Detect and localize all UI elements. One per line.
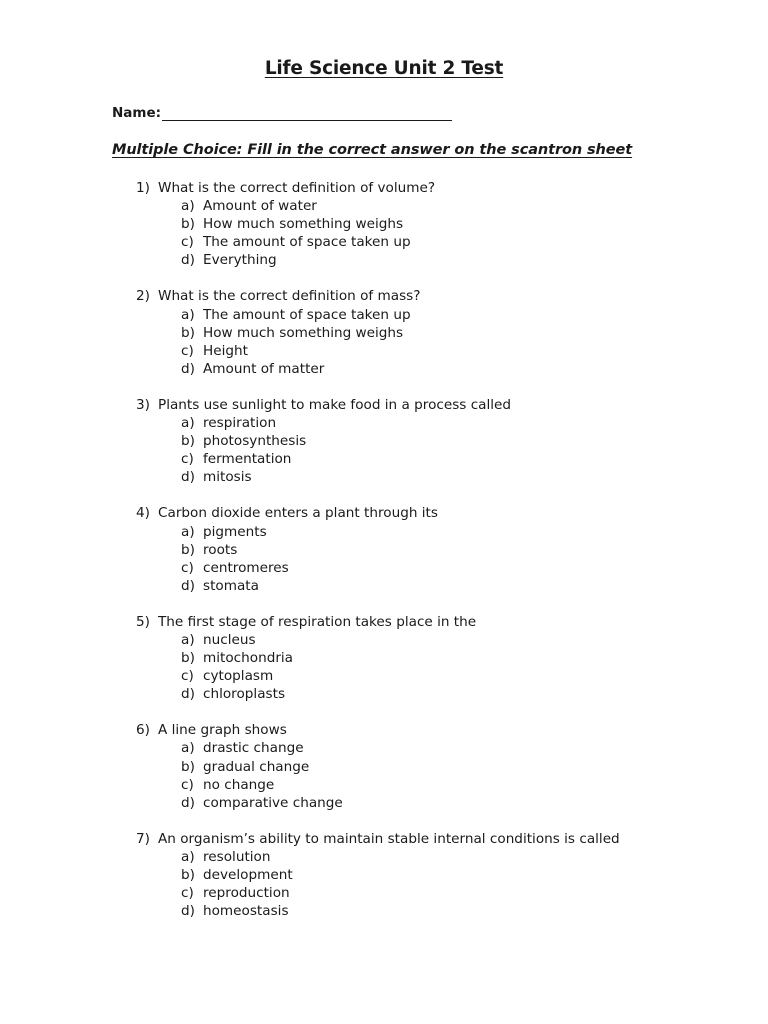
option-letter: c)	[181, 234, 194, 251]
option-text: no change	[203, 776, 275, 793]
question-item	[0, 396, 768, 486]
question-text: What is the correct definition of mass?	[158, 288, 421, 305]
question-line	[0, 287, 768, 305]
answer-option	[0, 559, 768, 577]
answer-option	[0, 577, 768, 595]
option-letter: a)	[181, 848, 195, 865]
option-text: Amount of matter	[203, 360, 325, 377]
option-letter: c)	[181, 885, 194, 902]
answer-option	[0, 866, 768, 884]
option-text: Everything	[203, 252, 277, 269]
option-text: nucleus	[203, 631, 256, 648]
answer-option	[0, 233, 768, 251]
option-letter: d)	[181, 903, 195, 920]
option-text: fermentation	[203, 451, 292, 468]
option-text: chloroplasts	[203, 686, 286, 703]
question-text: The first stage of respiration takes place in the	[158, 613, 477, 630]
option-text: resolution	[203, 848, 271, 865]
question-text: Plants use sunlight to make food in a process called	[158, 396, 512, 413]
option-text: mitochondria	[203, 650, 294, 667]
question-item	[0, 830, 768, 920]
answer-option	[0, 902, 768, 920]
option-text: gradual change	[203, 758, 310, 775]
question-item	[0, 504, 768, 594]
answer-option	[0, 739, 768, 757]
question-list	[0, 179, 768, 938]
question-number: 2)	[136, 288, 150, 305]
question-number: 7)	[136, 830, 150, 847]
option-letter: d)	[181, 794, 195, 811]
answer-option	[0, 306, 768, 324]
option-letter: b)	[181, 216, 195, 233]
page-title: Life Science Unit 2 Test	[264, 58, 504, 79]
option-text: cytoplasm	[203, 668, 274, 685]
option-letter: a)	[181, 523, 195, 540]
option-letter: a)	[181, 198, 195, 215]
question-number: 5)	[136, 613, 150, 630]
question-item	[0, 179, 768, 269]
option-letter: b)	[181, 758, 195, 775]
answer-option	[0, 468, 768, 486]
question-item	[0, 287, 768, 377]
option-text: homeostasis	[203, 903, 289, 920]
question-line	[0, 504, 768, 522]
option-letter: a)	[181, 631, 195, 648]
option-letter: c)	[181, 451, 194, 468]
answer-option	[0, 776, 768, 794]
answer-option	[0, 667, 768, 685]
answer-option	[0, 432, 768, 450]
option-letter: d)	[181, 360, 195, 377]
option-text: Amount of water	[203, 198, 317, 215]
answer-option	[0, 848, 768, 866]
answer-option	[0, 450, 768, 468]
question-text: What is the correct definition of volume?	[158, 180, 436, 196]
option-text: stomata	[203, 577, 259, 594]
question-text: Carbon dioxide enters a plant through its	[158, 505, 438, 522]
option-letter: c)	[181, 668, 194, 685]
option-letter: d)	[181, 686, 195, 703]
question-line	[0, 830, 768, 848]
answer-option	[0, 197, 768, 215]
option-letter: b)	[181, 324, 195, 341]
name-blank-line[interactable]	[162, 106, 452, 121]
option-text: mitosis	[203, 469, 252, 486]
answer-option	[0, 360, 768, 378]
question-number: 1)	[136, 180, 150, 196]
question-number: 4)	[136, 505, 150, 522]
answer-option	[0, 342, 768, 360]
option-letter: b)	[181, 541, 195, 558]
option-text: drastic change	[203, 740, 304, 757]
question-number: 6)	[136, 722, 150, 739]
option-text: Height	[203, 342, 248, 359]
name-label: Name:	[112, 105, 162, 121]
option-letter: a)	[181, 415, 195, 432]
answer-option	[0, 414, 768, 432]
option-letter: a)	[181, 740, 195, 757]
answer-option	[0, 884, 768, 902]
question-item	[0, 721, 768, 811]
option-text: centromeres	[203, 559, 289, 576]
option-letter: c)	[181, 776, 194, 793]
option-text: The amount of space taken up	[203, 306, 411, 323]
option-letter: d)	[181, 469, 195, 486]
option-text: development	[203, 867, 293, 883]
answer-option	[0, 794, 768, 812]
option-text: reproduction	[203, 885, 290, 902]
option-letter: d)	[181, 577, 195, 594]
question-text: A line graph shows	[158, 722, 287, 739]
option-letter: b)	[181, 650, 195, 667]
question-line	[0, 721, 768, 739]
question-number: 3)	[136, 396, 150, 413]
option-letter: c)	[181, 342, 194, 359]
answer-option	[0, 631, 768, 649]
question-item	[0, 613, 768, 703]
answer-option	[0, 758, 768, 776]
option-letter: a)	[181, 306, 195, 323]
answer-option	[0, 324, 768, 342]
option-text: respiration	[203, 415, 277, 432]
answer-option	[0, 523, 768, 541]
option-text: roots	[203, 541, 238, 558]
option-letter: d)	[181, 252, 195, 269]
option-text: photosynthesis	[203, 433, 307, 450]
answer-option	[0, 251, 768, 269]
option-text: pigments	[203, 523, 267, 540]
question-text: An organism’s ability to maintain stable internal conditions is called	[158, 830, 620, 847]
option-text: How much something weighs	[203, 216, 404, 233]
question-line	[0, 396, 768, 414]
question-line	[0, 179, 768, 197]
option-text: The amount of space taken up	[203, 234, 411, 251]
option-letter: b)	[181, 433, 195, 450]
answer-option	[0, 541, 768, 559]
option-letter: c)	[181, 559, 194, 576]
answer-option	[0, 649, 768, 667]
question-line	[0, 613, 768, 631]
name-field-row	[112, 105, 452, 121]
answer-option	[0, 215, 768, 233]
section-instructions: Multiple Choice: Fill in the correct answer on the scantron sheet	[112, 142, 633, 158]
option-text: How much something weighs	[203, 324, 404, 341]
answer-option	[0, 685, 768, 703]
option-text: comparative change	[203, 794, 343, 811]
option-letter: b)	[181, 867, 195, 883]
